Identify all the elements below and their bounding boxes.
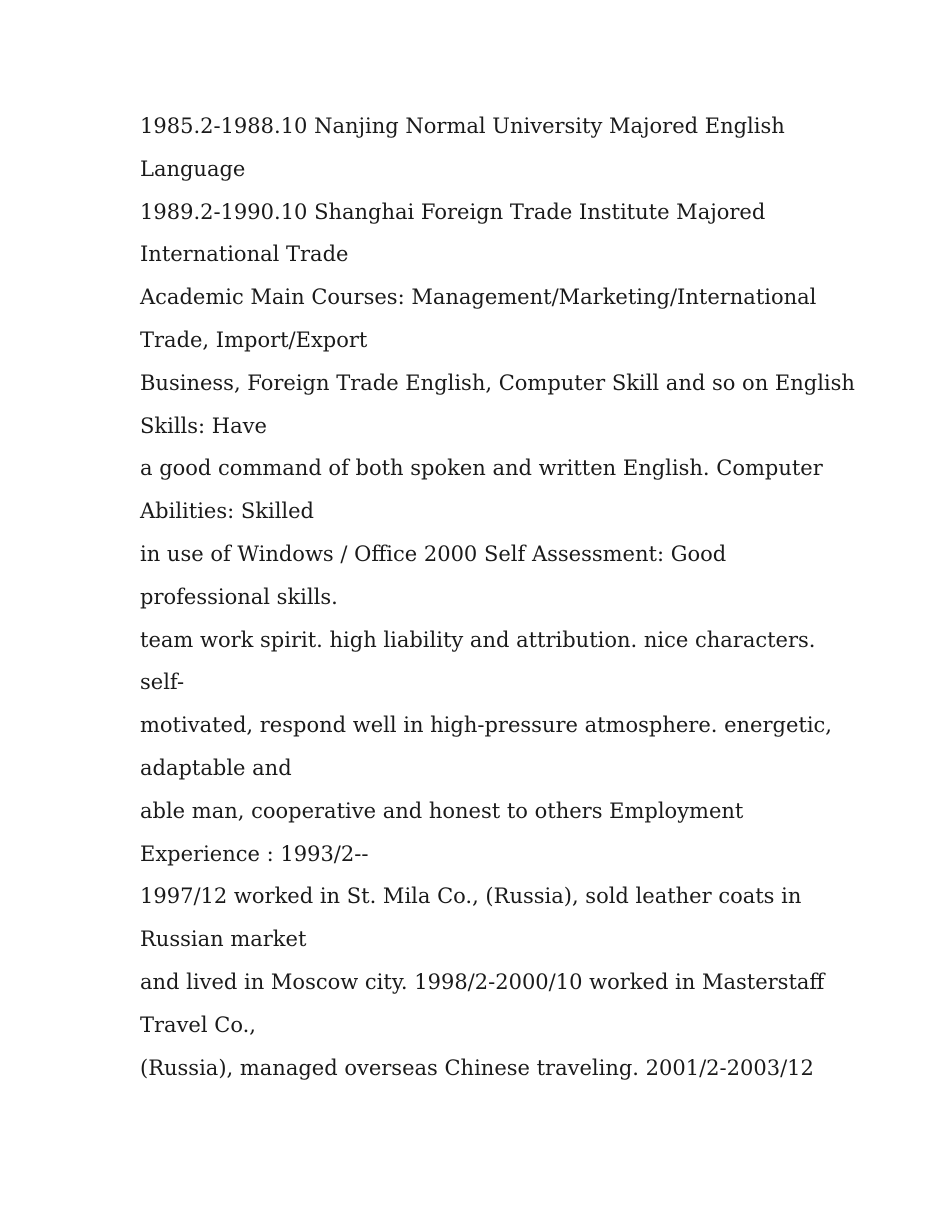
- text-line: 1985.2-1988.10 Nanjing Normal University Majored English: [140, 114, 785, 138]
- text-line: 1989.2-1990.10 Shanghai Foreign Trade Institute Majored: [140, 199, 766, 224]
- text-line: Russian market: [140, 927, 307, 952]
- text-line: (Russia), managed overseas Chinese traveling. 2001/2-2003/12: [140, 1055, 814, 1080]
- text-line: self-: [140, 670, 185, 695]
- text-line: professional skills.: [140, 584, 338, 609]
- text-line: Business, Foreign Trade English, Computer Skill and so on English: [140, 370, 855, 395]
- text-line: a good command of both spoken and written English. Computer: [140, 456, 823, 481]
- text-line: Academic Main Courses: Management/Marketing/International: [140, 285, 817, 310]
- text-line: in use of Windows / Office 2000 Self Assessment: Good: [140, 541, 727, 566]
- text-line: adaptable and: [140, 755, 292, 780]
- text-line: Trade, Import/Export: [140, 327, 368, 352]
- text-line: Language: [140, 156, 246, 181]
- text-line: International Trade: [140, 242, 349, 267]
- text-line: Travel Co.,: [140, 1012, 256, 1037]
- document-body: [140, 105, 855, 1089]
- text-line: team work spirit. high liability and attribution. nice characters.: [140, 627, 816, 652]
- text-line: Abilities: Skilled: [140, 499, 314, 524]
- text-line: motivated, respond well in high-pressure atmosphere. energetic,: [140, 713, 832, 738]
- text-line: Skills: Have: [140, 413, 267, 438]
- text-line: and lived in Moscow city. 1998/2-2000/10 worked in Masterstaff: [140, 969, 825, 994]
- text-line: able man, cooperative and honest to others Employment: [140, 798, 744, 823]
- text-line: 1997/12 worked in St. Mila Co., (Russia), sold leather coats in: [140, 884, 802, 909]
- text-line: Experience : 1993/2--: [140, 841, 369, 866]
